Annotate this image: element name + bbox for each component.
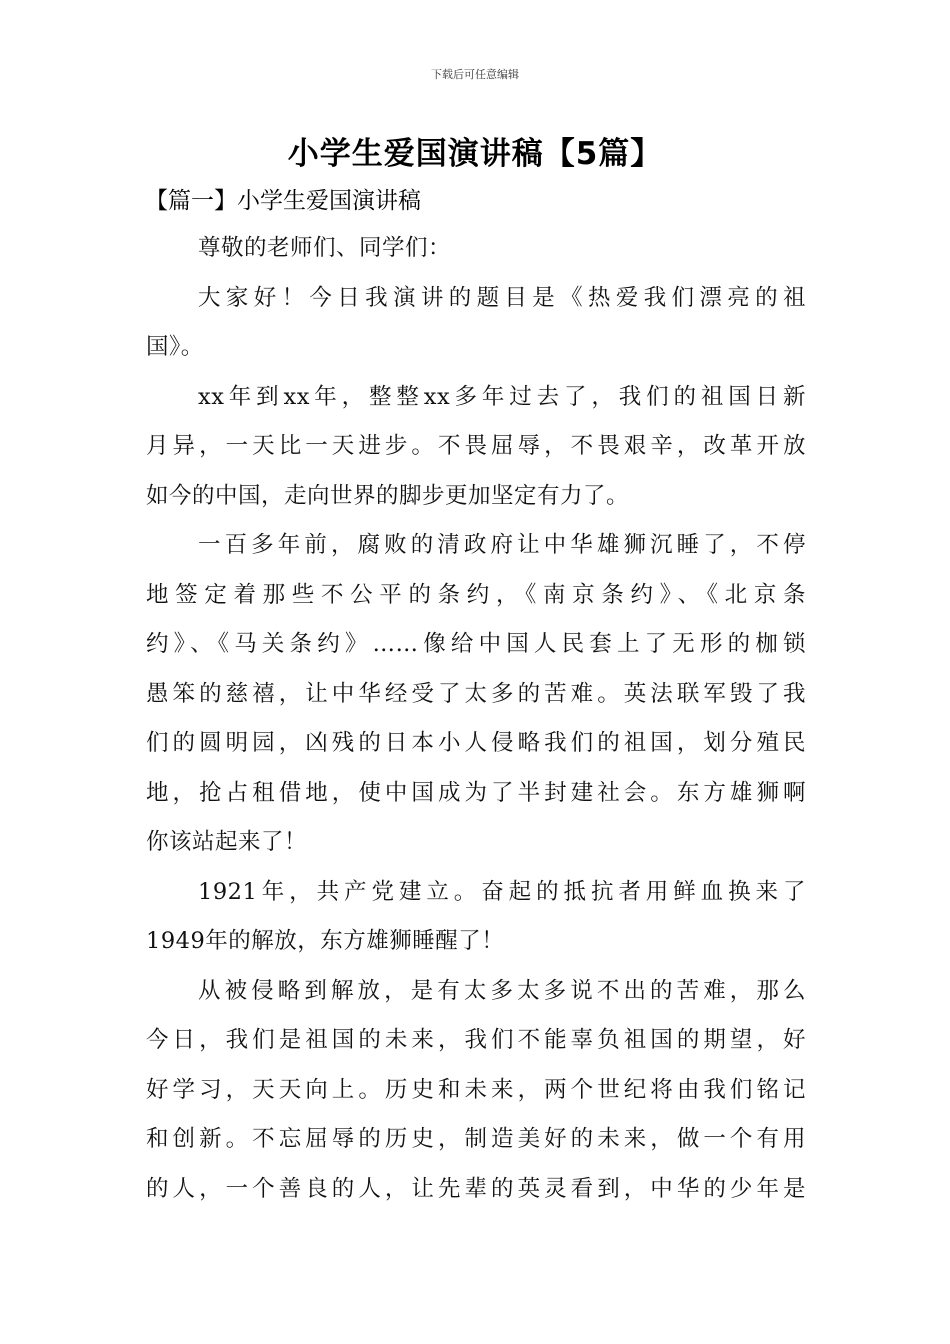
text-line: 如今的中国，走向世界的脚步更加坚定有力了。 [146,482,630,509]
text-line: 1921年，共产党建立。奋起的抵抗者用鲜血换来了 [198,878,806,905]
document-body [146,224,806,1214]
paragraph [146,373,806,522]
paragraph [146,868,806,967]
text-line: 1949年的解放，东方雄狮睡醒了！ [146,928,505,954]
text-line: 今日，我们是祖国的未来，我们不能辜负祖国的期望，好 [146,1027,806,1053]
text-line: 们的圆明园，凶残的日本小人侵略我们的祖国，划分殖民 [146,730,806,756]
text-line: 国》。 [146,334,204,360]
text-line: 你该站起来了！ [146,829,308,855]
text-line: 尊敬的老师们、同学们： [198,235,452,261]
paragraph [146,274,806,373]
text-line: 的人，一个善良的人，让先辈的英灵看到，中华的少年是 [146,1175,806,1202]
document-title: 小学生爱国演讲稿【5篇】 [287,136,663,172]
section-heading: 【篇一】小学生爱国演讲稿 [145,188,421,214]
text-line: 和创新。不忘屈辱的历史，制造美好的未来，做一个有用 [146,1126,806,1152]
text-line: xx年到xx年，整整xx多年过去了，我们的祖国日新 [198,383,806,410]
paragraph [146,224,806,274]
text-line: 地签定着那些不公平的条约，《南京条约》、《北京条 [146,581,806,608]
paragraph [146,521,806,868]
text-line: 约》、《马关条约》……像给中国人民套上了无形的枷锁 [146,631,806,657]
paragraph [146,967,806,1215]
text-line: 地，抢占租借地，使中国成为了半封建社会。东方雄狮啊 [146,779,806,806]
text-line: 好学习，天天向上。历史和未来，两个世纪将由我们铭记 [146,1076,806,1103]
header-note: 下载后可任意编辑 [431,68,519,81]
text-line: 愚笨的慈禧，让中华经受了太多的苦难。英法联军毁了我 [146,680,806,707]
text-line: 一百多年前，腐败的清政府让中华雄狮沉睡了，不停 [198,532,806,558]
text-line: 月异，一天比一天进步。不畏屈辱，不畏艰辛，改革开放 [146,433,806,459]
text-line: 大家好！今日我演讲的题目是《热爱我们漂亮的祖 [198,284,806,311]
text-line: 从被侵略到解放，是有太多太多说不出的苦难，那么 [198,977,806,1004]
